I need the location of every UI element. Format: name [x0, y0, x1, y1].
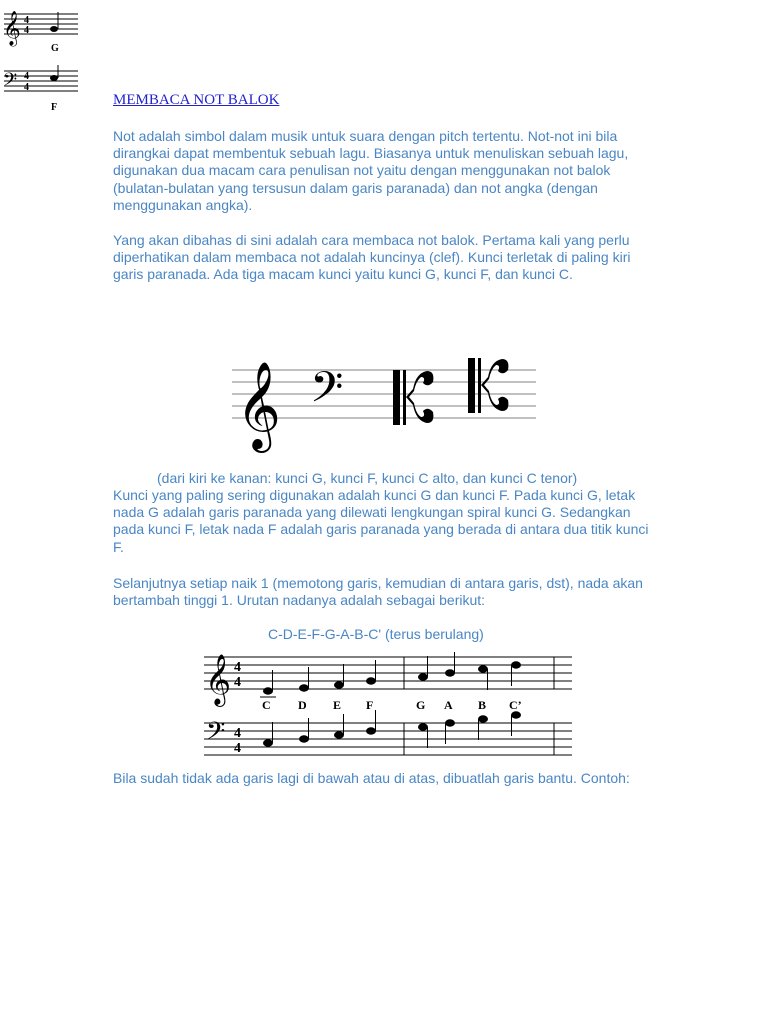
note-head-f — [367, 678, 376, 684]
time-sig-top: 4 — [234, 726, 241, 741]
note-head-g — [50, 26, 58, 32]
bass-clef-icon: 𝄢 — [206, 717, 226, 752]
note-label: F — [366, 698, 374, 712]
time-sig-top: 4 — [24, 71, 29, 82]
sequence-line: C-D-E-F-G-A-B-C' (terus berulang) — [268, 626, 484, 642]
time-sig-top: 4 — [24, 15, 29, 26]
note-head-a — [446, 720, 455, 726]
note-head-a — [446, 670, 455, 676]
treble-clef-icon: 𝄞 — [3, 11, 21, 46]
note-label-g: G — [51, 43, 59, 54]
paragraph-intro: Not adalah simbol dalam musik untuk suara dengan pitch tertentu. Not-not ini bila dirangkai dapat membentuk sebuah lagu. Biasanya untuk menuliskan sebuah lagu, digunakan dua macam cara penulisan not yaitu dengan menggunakan not balok (bulatan-bulatan yang tersusun dalam garis paranada) dan not angka (dengan menggunakan angka). — [113, 128, 629, 213]
note-label: G — [416, 698, 426, 712]
note-head-f — [50, 75, 58, 81]
note-label-f: F — [51, 102, 58, 113]
note-label: E — [333, 698, 342, 712]
note-head-d — [300, 685, 309, 691]
note-label: B — [478, 698, 487, 712]
note-head-c — [264, 688, 273, 694]
c-clef-tenor-icon — [468, 358, 508, 413]
note-label: C — [262, 698, 271, 712]
treble-clef-icon: 𝄞 — [205, 654, 232, 705]
note-label: D — [298, 698, 307, 712]
time-sig-top: 4 — [234, 660, 241, 675]
note-head-f — [367, 728, 376, 734]
note-head-c-high — [512, 712, 521, 718]
note-head-e — [335, 732, 344, 738]
paragraph-clef: Yang akan dibahas di sini adalah cara membaca not balok. Pertama kali yang perlu diperhatikan dalam membaca not adalah kuncinya (clef). Kunci terletak di paling kiri garis paranada. Ada tiga macam kunci yaitu kunci G, kunci F, dan kunci C. — [113, 232, 631, 283]
paragraph-g-f: Kunci yang paling sering digunakan adalah kunci G dan kunci F. Pada kunci G, letak nada G adalah garis paranada yang dilewati lengkungan spiral kunci G. Sedangkan pada kunci F, letak nada F adalah garis paranada yang berada di antara dua titik kunci F. — [113, 487, 649, 555]
clefs-caption: (dari kiri ke kanan: kunci G, kunci F, kunci C alto, dan kunci C tenor) — [157, 470, 578, 486]
note-label: A — [444, 698, 453, 712]
paragraph-sequence: Selanjutnya setiap naik 1 (memotong garis, kemudian di antara garis, dst), nada akan bertambah tinggi 1. Urutan nadanya adalah sebagai berikut: — [113, 575, 643, 609]
c-clef-alto-icon — [393, 370, 433, 425]
time-sig-bottom: 4 — [24, 25, 29, 36]
clefs-figure — [228, 355, 538, 450]
note-head-e — [335, 682, 344, 688]
note-head-g — [419, 674, 428, 680]
time-sig-bottom: 4 — [24, 82, 29, 93]
note-head-b — [479, 716, 488, 722]
note-label: C’ — [509, 698, 522, 712]
g-clef-icon: 𝄞 — [236, 360, 281, 449]
note-head-c — [264, 740, 273, 746]
paragraph-ledger: Bila sudah tidak ada garis lagi di bawah atau di atas, dibuatlah garis bantu. Contoh: — [113, 770, 630, 786]
time-sig-bottom: 4 — [234, 675, 241, 690]
bass-clef-icon: 𝄢 — [3, 70, 18, 95]
note-head-c-high — [512, 662, 521, 668]
f-clef-icon: 𝄢 — [310, 363, 344, 423]
note-labels — [262, 698, 522, 712]
note-head-d — [300, 736, 309, 742]
bass-clef-example — [0, 65, 80, 115]
page-title[interactable]: MEMBACA NOT BALOK — [113, 92, 280, 108]
note-head-g — [419, 724, 428, 730]
note-head-b — [479, 666, 488, 672]
scale-figure — [204, 648, 574, 758]
treble-clef-example — [0, 0, 80, 60]
time-sig-bottom: 4 — [234, 741, 241, 756]
